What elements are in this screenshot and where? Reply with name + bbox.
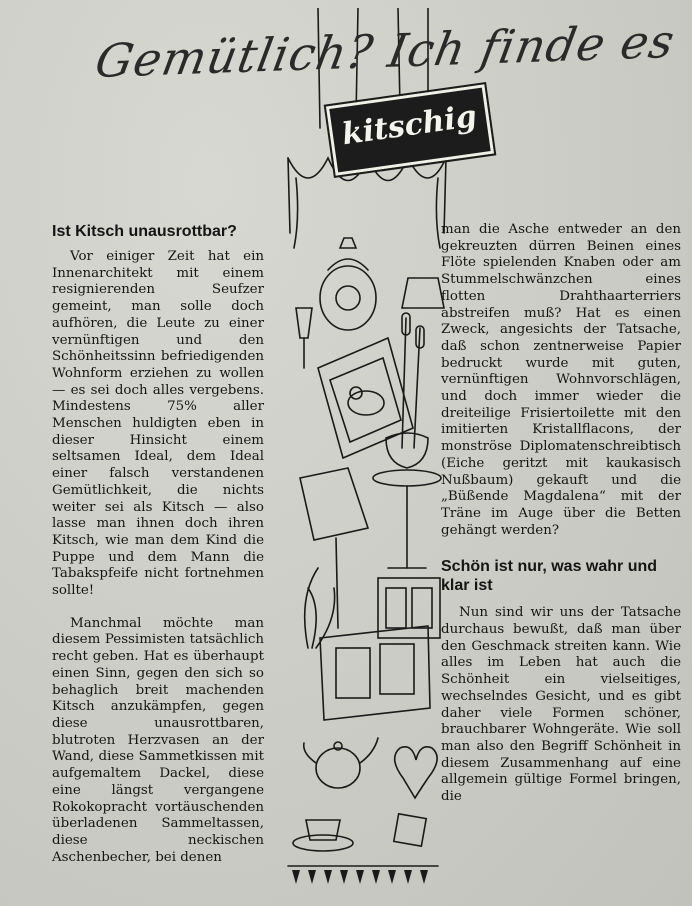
headline-script: Gemütlich? Ich finde es <box>91 13 680 89</box>
paragraph: Manchmal möchte man diesem Pessimisten tatsächlich recht geben. Hat es überhaupt einen Sinn, gegen den sich so behaglich breit machenden Kitsch anzukämpfen, gegen diese unausrottbaren, blutroten Herzvasen an der Wand, diese Sammetkissen mit aufgemaltem Dackel, diese eine längst vergangene Rokokopracht vortäuschenden überladenen Sammeltassen, diese neckischen Aschenbecher, bei denen <box>52 615 264 865</box>
paragraph: Nun sind wir uns der Tatsache durchaus bewußt, daß man über den Geschmack streiten kann. Wie alles im Leben hat auch die Schönheit ein vielseitiges, wechselndes Gesicht, und es gibt daher viele Formen schöner, brauchbarer Wohngeräte. Wie soll man also den Begriff Schönheit in diesem Zusammenhang auf eine allgemein gültige Formel bringen, die <box>441 605 681 805</box>
section-heading-schoen: Schön ist nur, was wahr und klar ist <box>441 558 658 595</box>
paragraph: Vor einiger Zeit hat ein Innenarchitekt mit einem resignierenden Seufzer gemeint, man solle doch aufhören, die Leute zu einer vernünftigen und den Schönheitssinn befriedigenden Wohnform erziehen zu wollen — es sei doch alles vergebens. Mindestens 75% aller Menschen huldigten eben in dieser Hinsicht einem seltsamen Ideal, dem Ideal einer falsch verstandenen Gemütlichkeit, die nichts weiter sei als Kitsch — also lasse man ihnen doch ihren Kitsch, wie man dem Kind die Puppe und dem Mann die Tabakspfeife nicht fortnehmen sollte! <box>52 249 264 599</box>
right-text-column <box>441 222 681 806</box>
left-text-column <box>52 222 264 866</box>
section-heading-kitsch: Ist Kitsch unausrottbar? <box>52 223 237 240</box>
paragraph: man die Asche entweder an den gekreuzten dürren Beinen eines Flöte spielenden Knaben oder am Stummelschwänzchen eines flotten Drahthaarterriers abstreifen muß? Hat es einen Zweck, angesichts der Tatsache, daß schon zentnerweise Papier bedruckt wurde mit guten, vernünftigen Wohnvorschlägen, und doch immer wieder die dreiteilige Frisiertoilette mit den imitierten Kristallflacons, der monströse Diplomatenschreibtisch (Eiche geritzt mit kaukasisch Nußbaum) gekauft und die „Büßende Magdalena“ mit der Träne im Auge über die Betten gehängt werden? <box>441 222 681 538</box>
sign-label: kitschig <box>339 98 479 153</box>
